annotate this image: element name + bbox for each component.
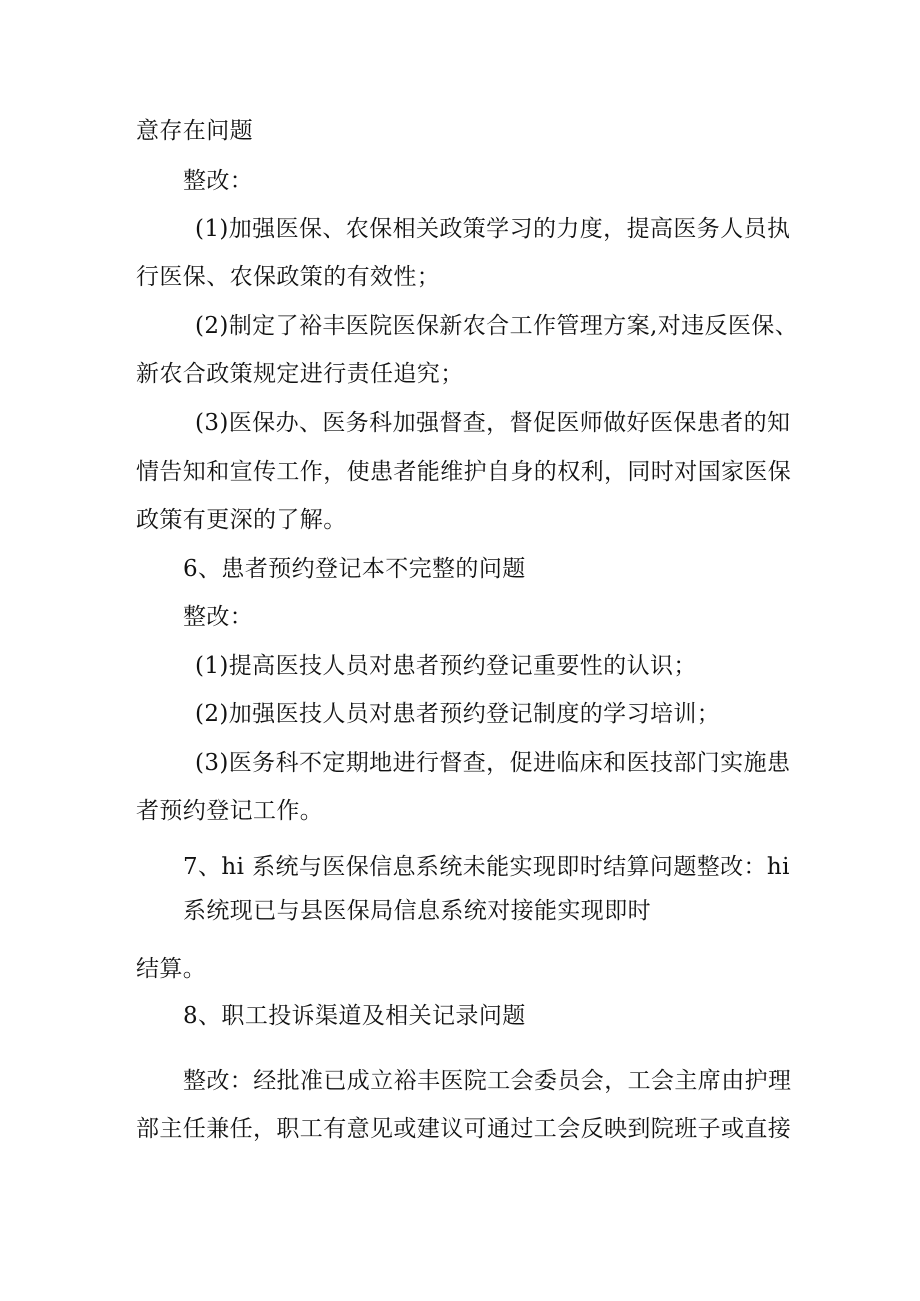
text-line-10: 6、患者预约登记本不完整的问题 bbox=[183, 556, 526, 582]
text-line-8: 情告知和宣传工作，使患者能维护自身的权利，同时对国家医保 bbox=[136, 459, 792, 485]
text-line-7: (3)医保办、医务科加强督查，督促医师做好医保患者的知 bbox=[195, 410, 791, 436]
text-line-13: (2)加强医技人员对患者预约登记制度的学习培训； bbox=[195, 701, 721, 727]
text-line-21: 部主任兼任，职工有意见或建议可通过工会反映到院班子或直接 bbox=[136, 1116, 792, 1142]
text-line-4: 行医保、农保政策的有效性； bbox=[136, 264, 441, 290]
text-line-12: (1)提高医技人员对患者预约登记重要性的认识； bbox=[195, 653, 697, 679]
text-line-5: (2)制定了裕丰医院医保新农合工作管理方案,对违反医保、 bbox=[195, 313, 799, 339]
text-line-16: 7、hi 系统与医保信息系统未能实现即时结算问题整改：hi bbox=[183, 854, 790, 880]
text-line-1: 意存在问题 bbox=[136, 118, 253, 144]
text-line-3: (1)加强医保、农保相关政策学习的力度，提高医务人员执 bbox=[195, 216, 791, 242]
text-line-18: 结算。 bbox=[136, 956, 207, 982]
text-line-6: 新农合政策规定进行责任追究； bbox=[136, 361, 464, 387]
text-line-9: 政策有更深的了解。 bbox=[136, 507, 347, 533]
text-line-2: 整改： bbox=[183, 168, 254, 194]
text-line-11: 整改： bbox=[183, 604, 254, 630]
text-line-19: 8、职工投诉渠道及相关记录问题 bbox=[183, 1003, 526, 1029]
text-line-14: (3)医务科不定期地进行督查，促进临床和医技部门实施患 bbox=[195, 750, 791, 776]
text-line-15: 者预约登记工作。 bbox=[136, 798, 324, 824]
text-line-20: 整改：经批准已成立裕丰医院工会委员会，工会主席由护理 bbox=[183, 1068, 792, 1094]
text-line-17: 系统现已与县医保局信息系统对接能实现即时 bbox=[183, 898, 651, 924]
